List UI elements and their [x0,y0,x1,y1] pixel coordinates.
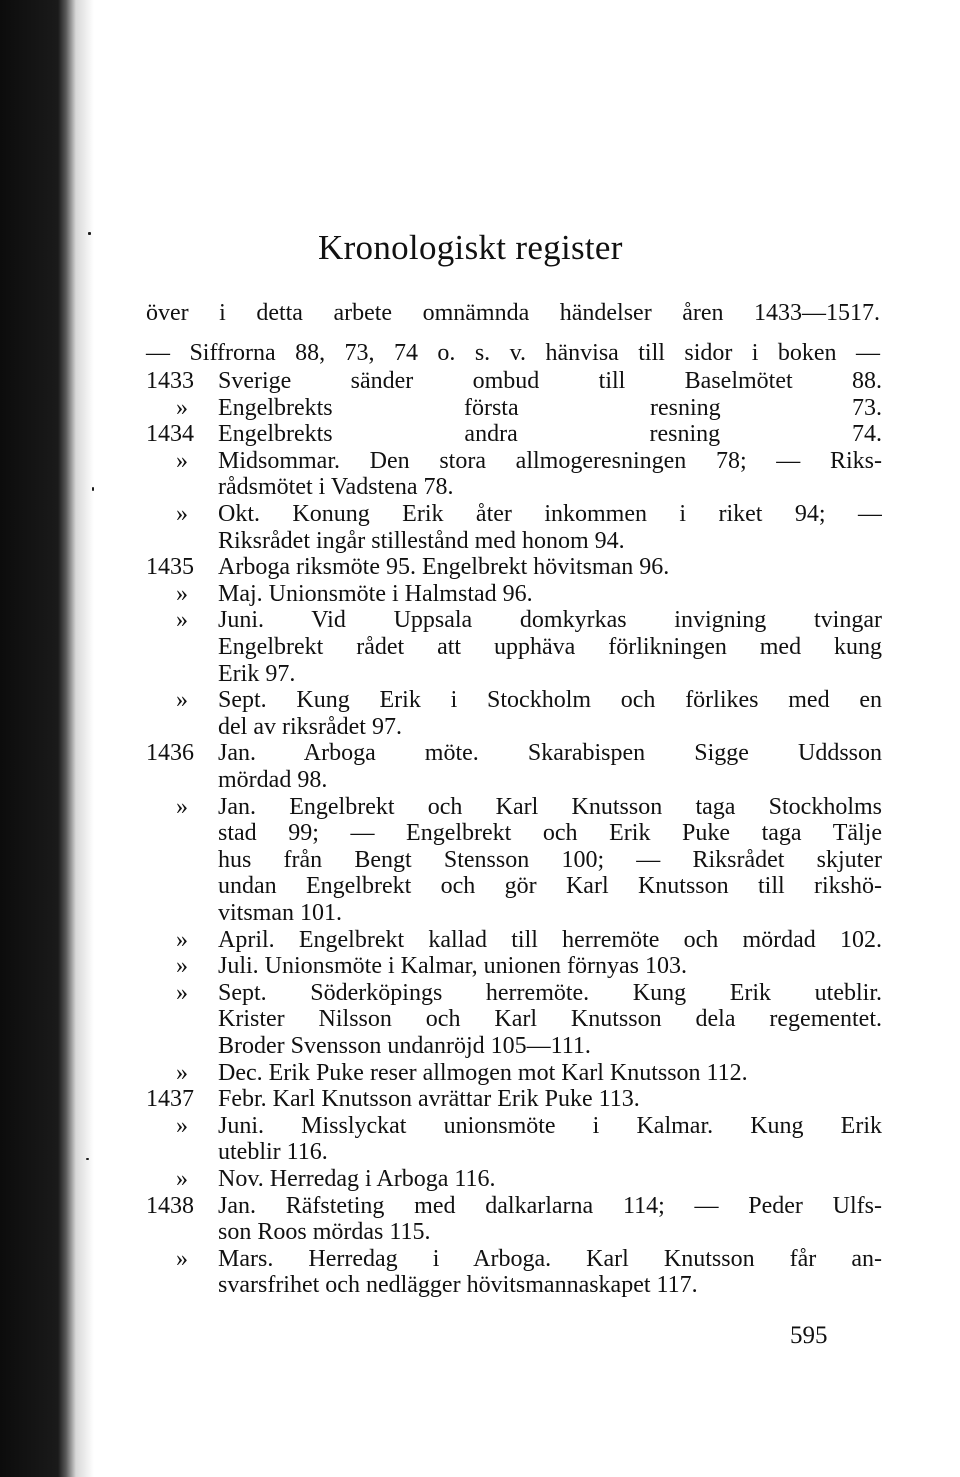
entry-text: Juni. Vid Uppsala domkyrkas invigning tvingar [218,607,882,633]
register-line [146,847,882,874]
register-line [146,820,882,847]
ditto-mark: » [176,794,188,820]
register-line [146,794,882,821]
ditto-mark: » [176,927,188,953]
register-line [146,980,882,1007]
ditto-mark: » [176,687,188,713]
entry-text: rådsmötet i Vadstena 78. [218,474,454,500]
entry-text: son Roos mördas 115. [218,1219,431,1245]
page-number: 595 [790,1322,828,1349]
register-line [146,1246,882,1273]
register-line [146,900,882,927]
binding-speck [86,1158,89,1160]
entry-text: Jan. Arboga möte. Skarabispen Sigge Uddsson [218,740,882,766]
register-line [146,1219,882,1246]
entry-text: Febr. Karl Knutsson avrättar Erik Puke 113. [218,1086,640,1112]
ditto-mark: » [176,980,188,1006]
entry-text: Jan. Räfsteting med dalkarlarna 114; — Peder Ulfs- [218,1193,882,1219]
entry-text: Nov. Herredag i Arboga 116. [218,1166,496,1192]
entry-text: Jan. Engelbrekt och Karl Knutsson taga Stockholms [218,794,882,820]
entry-text: Juni. Misslyckat unionsmöte i Kalmar. Kung Erik [218,1113,882,1139]
entry-text: Sept. Söderköpings herremöte. Kung Erik uteblir. [218,980,882,1006]
entry-text: Sept. Kung Erik i Stockholm och förlikes med en [218,687,882,713]
ditto-mark: » [176,1246,188,1272]
register-line [146,661,882,688]
register-line [146,421,882,448]
ditto-mark: » [176,1113,188,1139]
entry-text: stad 99; — Engelbrekt och Erik Puke taga Tälje [218,820,882,846]
register-line [146,1033,882,1060]
entry-text: uteblir 116. [218,1139,328,1165]
page-binding-edge [0,0,96,1477]
register-line [146,714,882,741]
register-note: — Siffrorna 88, 73, 74 o. s. v. hänvisa till sidor i boken — [146,340,880,366]
entry-text: Sverige sänder ombud till Baselmötet 88. [218,368,882,394]
register-line [146,528,882,555]
entry-text: hus från Bengt Stensson 100; — Riksrådet skjuter [218,847,882,873]
entry-text: Midsommar. Den stora allmogeresningen 78; — Riks- [218,448,882,474]
register-line [146,448,882,475]
year-label: 1437 [146,1086,194,1112]
entry-text: svarsfrihet och nedlägger hövitsmannaskapet 117. [218,1272,698,1298]
entry-text: Erik 97. [218,661,296,687]
register-line [146,1272,882,1299]
year-label: 1436 [146,740,194,766]
ditto-mark: » [176,607,188,633]
entry-text: Maj. Unionsmöte i Halmstad 96. [218,581,533,607]
year-label: 1434 [146,421,194,447]
ditto-mark: » [176,1166,188,1192]
entry-text: undan Engelbrekt och gör Karl Knutsson till rikshö- [218,873,882,899]
register-line [146,395,882,422]
year-label: 1433 [146,368,194,394]
ditto-mark: » [176,448,188,474]
ditto-mark: » [176,953,188,979]
register-line [146,740,882,767]
binding-speck [88,232,91,235]
binding-speck [92,487,94,491]
entry-text: del av riksrådet 97. [218,714,402,740]
ditto-mark: » [176,395,188,421]
entry-text: Riksrådet ingår stillestånd med honom 94. [218,528,625,554]
entry-text: Arboga riksmöte 95. Engelbrekt hövitsman 96. [218,554,670,580]
entry-text: Engelbrekts första resning 73. [218,395,882,421]
register-line [146,474,882,501]
entry-text: Okt. Konung Erik åter inkommen i riket 94; — [218,501,882,527]
entry-text: Dec. Erik Puke reser allmogen mot Karl Knutsson 112. [218,1060,748,1086]
register-line [146,1139,882,1166]
register-line [146,581,882,608]
register-subtitle: över i detta arbete omnämnda händelser åren 1433—1517. [146,300,880,326]
register-line [146,873,882,900]
entry-text: Engelbrekts andra resning 74. [218,421,882,447]
register-line [146,554,882,581]
register-line [146,927,882,954]
register-line [146,1193,882,1220]
register-line [146,368,882,395]
register-line [146,1060,882,1087]
entry-text: Broder Svensson undanröjd 105—111. [218,1033,591,1059]
ditto-mark: » [176,501,188,527]
entry-text: Krister Nilsson och Karl Knutsson dela regementet. [218,1006,882,1032]
register-line [146,1113,882,1140]
entry-text: Mars. Herredag i Arboga. Karl Knutsson får an- [218,1246,882,1272]
register-line [146,953,882,980]
register-line [146,1006,882,1033]
year-label: 1438 [146,1193,194,1219]
ditto-mark: » [176,1060,188,1086]
entry-text: Juli. Unionsmöte i Kalmar, unionen förnyas 103. [218,953,687,979]
entry-text: Engelbrekt rådet att upphäva förlikningen med kung [218,634,882,660]
page-title: Kronologiskt register [318,228,623,267]
entry-text: mördad 98. [218,767,328,793]
register-line [146,1166,882,1193]
register-line [146,767,882,794]
register-line [146,634,882,661]
register-line [146,501,882,528]
register-line [146,687,882,714]
entry-text: April. Engelbrekt kallad till herremöte och mördad 102. [218,927,882,953]
ditto-mark: » [176,581,188,607]
year-label: 1435 [146,554,194,580]
entry-text: vitsman 101. [218,900,342,926]
register-line [146,607,882,634]
register-line [146,1086,882,1113]
